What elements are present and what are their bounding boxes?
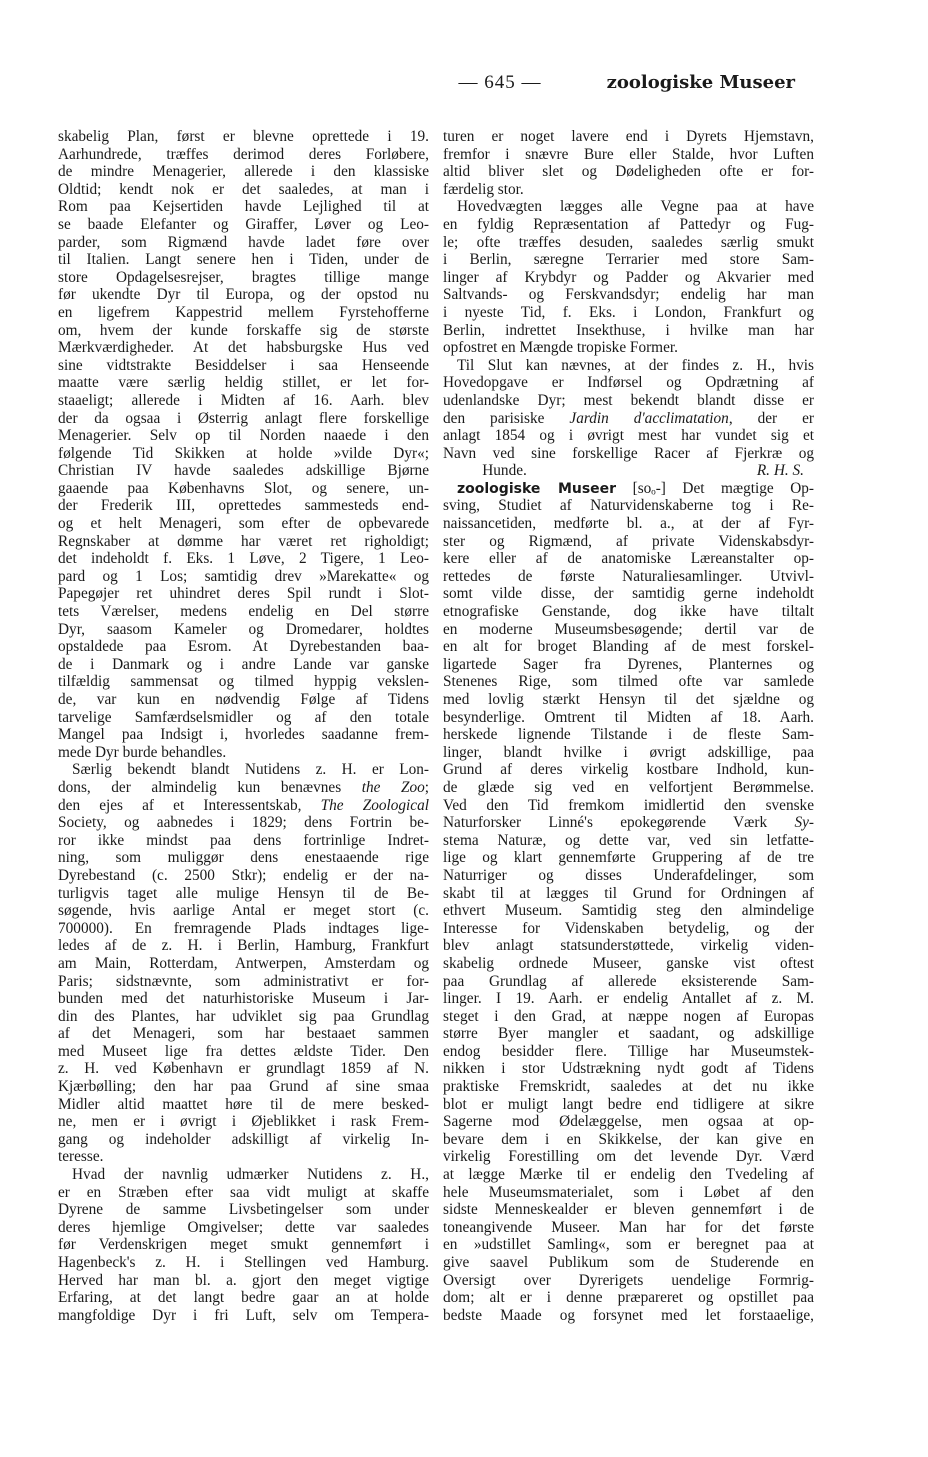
text-line: sidste Menneskealder er bleven gennemført i de	[443, 1201, 814, 1219]
text-line: Christian IV havde saaledes adskillige Bjørne	[58, 462, 429, 480]
text-line: give saavel Publikum som de Studerende en	[443, 1254, 814, 1271]
text-line: stema Naturæ, og dette var, ved sin letfatte-	[443, 831, 814, 849]
page-header	[60, 72, 795, 98]
text-line: udenlandske Dyr; mest bekendt blandt disse er	[443, 391, 814, 409]
text-line: skabt til at lægges til Grund for Ordningen af	[443, 884, 814, 902]
text-line: se baade Elefanter og Giraffer, Løver og Leo-	[58, 215, 429, 233]
text-line: tarvelige Samfærdselsmidler og af den totale	[58, 708, 429, 726]
text-line: Interesse for Videnskaben betydelig, og der	[443, 919, 814, 937]
text-line: hele Museumsmaterialet, som i Løbet af den	[443, 1183, 814, 1201]
text-line: din des Plantes, har udviklet sig paa Grundlag	[58, 1007, 429, 1025]
text-line: parder, som Rigmænd havde ladet føre over	[58, 233, 429, 251]
text-line: Midler altid maattet høre til de mere besked-	[58, 1095, 429, 1113]
text-line: turen er noget lavere end i Dyrets Hjemstavn,	[443, 128, 814, 145]
text-line: paa Grundlag af allerede eksisterende Sam-	[443, 972, 814, 990]
text-fragment: Hunde.	[482, 462, 527, 480]
author-signature: R. H. S.	[756, 462, 804, 480]
text-line: rettedes de første Naturaliesamlinger. Utvivl-	[443, 567, 814, 585]
text-line: kere eller af de anatomiske Læreanstalter op-	[443, 550, 814, 568]
text-line: af det Menageri, som har bestaaet sammen	[58, 1025, 429, 1043]
text-line: Sagerne mod Ødelæggelse, men ogsaa at op-	[443, 1113, 814, 1131]
text-line	[443, 814, 814, 832]
text-fragment: Det mægtige Op-	[665, 479, 814, 497]
text-line: med lovlig stærkt Hensyn til det sjældne og	[443, 691, 814, 708]
text-line: etnografiske Genstande, dog ikke have tiltalt	[443, 603, 814, 621]
text-line: de, var kun en nødvendig Følge af Tidens	[58, 691, 429, 708]
text-line: virkelig Forestilling om det levende Dyr. Værd	[443, 1148, 814, 1166]
text-line: en alt for broget Blanding af de mest forskel-	[443, 638, 814, 656]
text-line: gang og indeholder adskilligt af virkelig In-	[58, 1130, 429, 1148]
text-line: Berlin, indrettet Insekthuse, i hvilke man har	[443, 321, 814, 339]
text-line: sving, Studiet af Naturvidenskaberne tog i Re-	[443, 497, 814, 515]
text-line: pard og 1 Los; samtidig drev »Marekatte« og	[58, 567, 429, 585]
text-line: nikken i stor Udstrækning nydt godt af Tidens	[443, 1060, 814, 1078]
italic-title-jardin: Jardin d'acclimatation	[569, 409, 729, 427]
text-line: Regnskaber at dømme har været ret righoldigt;	[58, 532, 429, 550]
text-line: de mindre Menagerier, allerede i den klassiske	[58, 163, 429, 181]
text-line: en ligefrem Kappestrid mellem Fyrstehofferne	[58, 303, 429, 321]
text-line: Dyr, saasom Kameler og Dromedarer, holdtes	[58, 620, 429, 638]
text-line: skabelig ordnede Museer, ganske vist oftest	[443, 954, 814, 972]
text-line: blev anlagt statsunderstøttede, virkelig viden-	[443, 937, 814, 955]
text-line: med Museet lige fra dettes ældste Tider. Den	[58, 1042, 429, 1060]
text-line: Stenenes Rige, som tilmed ofte var samlede	[443, 673, 814, 691]
text-line: Hvad der navnlig udmærker Nutidens z. H.,	[72, 1166, 429, 1184]
text-line: Naturriger og disses Underafdelinger, som	[443, 866, 814, 884]
text-line: større Byer mangler et saadant, og adskillige	[443, 1025, 814, 1043]
text-line: Herved har man bl. a. gjort den meget vigtige	[58, 1271, 429, 1289]
text-line: skabelig Plan, først er blevne oprettede i 19.	[58, 128, 429, 145]
text-line: de i Danmark og i andre Lande var ganske	[58, 655, 429, 673]
text-line: Hovedopgave er Indførsel og Opdrætning af	[443, 374, 814, 392]
text-line: Menagerier. Selv op til Norden naaede i den	[58, 427, 429, 445]
text-line: linger, blandt hvilke i øvrigt adskillige, paa	[443, 743, 814, 761]
text-line: Særlig bekendt blandt Nutidens z. H. er Lon-	[72, 761, 429, 779]
text-line: tilfældig sammensat og tilmed hyppig vekslen-	[58, 673, 429, 691]
text-line: følgende Tid Skikken at holde »vilde Dyr«;	[58, 444, 429, 462]
text-line	[443, 480, 814, 498]
text-line: Mærkværdigheder. At det habsburgske Hus ved	[58, 339, 429, 357]
text-line: am Main, Rotterdam, Antwerpen, Amsterdam og	[58, 954, 429, 972]
text-fragment: Naturforsker Linné's epokegørende Værk	[443, 814, 795, 832]
text-line: turligvis taget alle mulige Hensyn til de Be-	[58, 884, 429, 902]
text-line: sine vidtstrakte Besiddelser i saa Henseende	[58, 356, 429, 374]
text-line: opfostret en Mængde tropiske Former.	[443, 339, 678, 357]
running-head: zoologiske Museer	[606, 72, 795, 93]
text-line: Aarhundrede, træffes derimod deres Forløbere,	[58, 145, 429, 163]
text-line: praktiske Fremskridt, saaledes at det nu ikke	[443, 1078, 814, 1096]
italic-title-zoological-society: The Zoological	[320, 796, 429, 814]
text-line	[443, 462, 814, 480]
text-line: besynderlige. Omtrent til Midten af 18. Aarh.	[443, 708, 814, 726]
text-line: toneangivende Museer. Man har for det første	[443, 1218, 814, 1236]
text-line	[58, 797, 429, 815]
left-column	[58, 128, 429, 1324]
text-line: linger. I 19. Aarh. er endelig Antallet af z. M.	[443, 990, 814, 1008]
entry-headword: zoologiske Museer	[457, 480, 617, 497]
text-line: Navn ved sine forskellige Racer af Fjerkræ og	[443, 444, 814, 462]
text-line: der da ogsaa i Østerrig anlagt flere forskellige	[58, 409, 429, 427]
text-line: Hovedvægten lægges alle Vegne paa at have	[457, 198, 814, 216]
text-line: i nyeste Tid, f. Eks. i London, Frankfurt og	[443, 303, 814, 321]
text-line: opstaldede paa Esrom. At Dyrebestanden baa-	[58, 638, 429, 656]
text-line: 700000). En fremragende Plads indtages lige-	[58, 919, 429, 937]
text-line: dom; alt er i denne præpareret og opstillet paa	[443, 1289, 814, 1307]
text-line: store Opdagelsesrejser, bragtes tillige mange	[58, 268, 429, 286]
text-line: fremfor i snævre Bure eller Stalde, hvor Luften	[443, 145, 814, 163]
text-line: bunden med det naturhistoriske Museum i Jar-	[58, 990, 429, 1008]
text-fragment: den ejes af et Interessentskab,	[58, 796, 321, 814]
text-fragment: , der er	[728, 409, 815, 427]
text-line: Grund af deres virkelig kostbare Indhold, kun-	[443, 761, 814, 779]
text-line: ne, men er i øvrigt i Øjeblikket i rask Frem-	[58, 1113, 429, 1131]
text-line: ligartede Sager fra Dyrenes, Planternes og	[443, 655, 814, 673]
text-line: at lægge Mærke til er endelig den Tvedeling af	[443, 1166, 814, 1184]
text-line: mangfoldige Dyr i fri Luft, selv om Tempera-	[58, 1306, 429, 1324]
text-line: teresse.	[58, 1148, 104, 1166]
text-line: staaeligt; allerede i Midten af 16. Aarh. blev	[58, 391, 429, 409]
text-line: blot er muligt langt bedre end tidligere at sikre	[443, 1095, 814, 1113]
text-line: altid bliver slet og Dødeligheden ofte er for-	[443, 163, 814, 181]
text-line: steget i den Grad, at næppe nogen af Europas	[443, 1007, 814, 1025]
text-line: før Verdenskrigen meget smukt gennemført i	[58, 1236, 429, 1254]
italic-title-the-zoo: the Zoo	[361, 778, 425, 796]
text-line: søgende, hvis aarlige Antal er meget stort (c.	[58, 902, 429, 920]
text-line: er en Stræben efter saa vidt muligt at skaffe	[58, 1183, 429, 1201]
pronunciation: [soₒ-]	[632, 479, 666, 497]
text-line: ror ikke mindst paa dens fortrinlige Indret-	[58, 831, 429, 849]
text-line: til Italien. Langt senere hen i Tiden, under de	[58, 251, 429, 269]
text-line: ster og Rigmænd, af private Videnskabsdyr-	[443, 532, 814, 550]
text-line: Mangel paa Indsigt i, hvorledes saadanne frem-	[58, 726, 429, 744]
text-line: Hagenbeck's z. H. i Stellingen ved Hamburg.	[58, 1254, 429, 1271]
text-line: mede Dyr burde behandles.	[58, 743, 227, 761]
text-line: ledes af de z. H. i Berlin, Hamburg, Frankfurt	[58, 937, 429, 955]
text-line: Paris; sidstnævnte, som administrativt er for-	[58, 972, 429, 990]
text-line: det indeholdt f. Eks. 1 Løve, 2 Tigere, 1 Leo-	[58, 550, 429, 568]
text-line	[443, 410, 814, 428]
text-line: Rom paa Kejsertiden havde Lejlighed til at	[58, 198, 429, 216]
text-line: færdelig stor.	[443, 180, 524, 198]
text-line: bevare dem i en Skikkelse, der kan give en	[443, 1130, 814, 1148]
text-line: Society, og aabnedes i 1829; dens Fortrin be-	[58, 814, 429, 832]
text-line: Erfaring, at det langt bedre gaar an at holde	[58, 1289, 429, 1307]
text-line: z. H. ved København er grundlagt 1859 af N.	[58, 1060, 429, 1078]
italic-title-systema: Sy-	[794, 814, 814, 832]
text-line: linger af Krybdyr og Padder og Akvarier med	[443, 268, 814, 286]
text-line: ethvert Museum. Samtidig steg den almindelige	[443, 902, 814, 920]
text-line: bedste Maade og forsynet med let forstaaelige,	[443, 1306, 814, 1324]
text-line: Papegøjer ret uhindret deres Spil rundt i Slot-	[58, 585, 429, 603]
text-line: herskede lignende Tilstande i de fleste Sam-	[443, 726, 814, 744]
page-number: — 645 —	[458, 72, 542, 93]
text-line: naissancetiden, medførte bl. a., at der af Fyr-	[443, 515, 814, 533]
text-line: gaaende paa Københavns Slot, og senere, un-	[58, 479, 429, 497]
text-line: en »udstillet Samling«, som er beregnet paa at	[443, 1236, 814, 1254]
text-line: maatte være særlig heldig stillet, er let for-	[58, 374, 429, 392]
text-line: Kjærbølling; den har paa Grund af sine smaa	[58, 1078, 429, 1096]
text-line: Oversigt over Dyrerigets uendelige Formrig-	[443, 1271, 814, 1289]
text-line: en fyldig Repræsentation af Pattedyr og Fug-	[443, 215, 814, 233]
text-line: Dyrebestand (c. 2500 Stkr); endelig er der na-	[58, 866, 429, 884]
text-line: Til Slut kan nævnes, at der findes z. H., hvis	[457, 356, 814, 374]
text-line: ning, som muliggør dens enestaaende rige	[58, 849, 429, 867]
text-line: anlagt 1854 og i øvrigt mest har vundet sig et	[443, 427, 814, 445]
text-line: somt vilde disse, der samtidig gerne indeholdt	[443, 585, 814, 603]
right-column	[443, 128, 814, 1324]
text-line: en moderne Museumsbesøgende; dertil var de	[443, 620, 814, 638]
text-line: endog besidder flere. Tillige har Museumstek-	[443, 1042, 814, 1060]
text-line: Ved den Tid fremkom imidlertid den svenske	[443, 796, 814, 814]
text-line: Dyrene de samme Livsbetingelser som under	[58, 1201, 429, 1219]
text-line: om, hvem der kunde forskaffe sig de største	[58, 321, 429, 339]
text-fragment: den parisiske	[443, 409, 570, 427]
text-fragment: ;	[424, 778, 429, 796]
text-line: før ukendte Dyr til Europa, og der opstod nu	[58, 286, 429, 304]
text-line: Oldtid; kendt nok er det saaledes, at man i	[58, 180, 429, 198]
text-line: tets Værelser, medens endelig en Del større	[58, 603, 429, 621]
text-line: og et helt Menageri, som efter de opbevarede	[58, 515, 429, 533]
text-line	[58, 779, 429, 797]
text-fragment: dons, der almindelig kun benævnes	[58, 778, 362, 796]
text-line: le; ofte træffes desuden, saaledes særlig smukt	[443, 233, 814, 251]
text-line: de glæde sig ved en velfortjent Berømmelse.	[443, 778, 814, 796]
text-line: Saltvands- og Ferskvandsdyr; endelig har man	[443, 286, 814, 304]
text-line: der Frederik III, oprettedes sammesteds end-	[58, 497, 429, 515]
text-line: i Berlin, særegne Terrarier med store Sam-	[443, 251, 814, 269]
text-line: deres hjemlige Omgivelser; dette var saaledes	[58, 1218, 429, 1236]
text-line: lige og klart gennemførte Gruppering af de tre	[443, 849, 814, 867]
